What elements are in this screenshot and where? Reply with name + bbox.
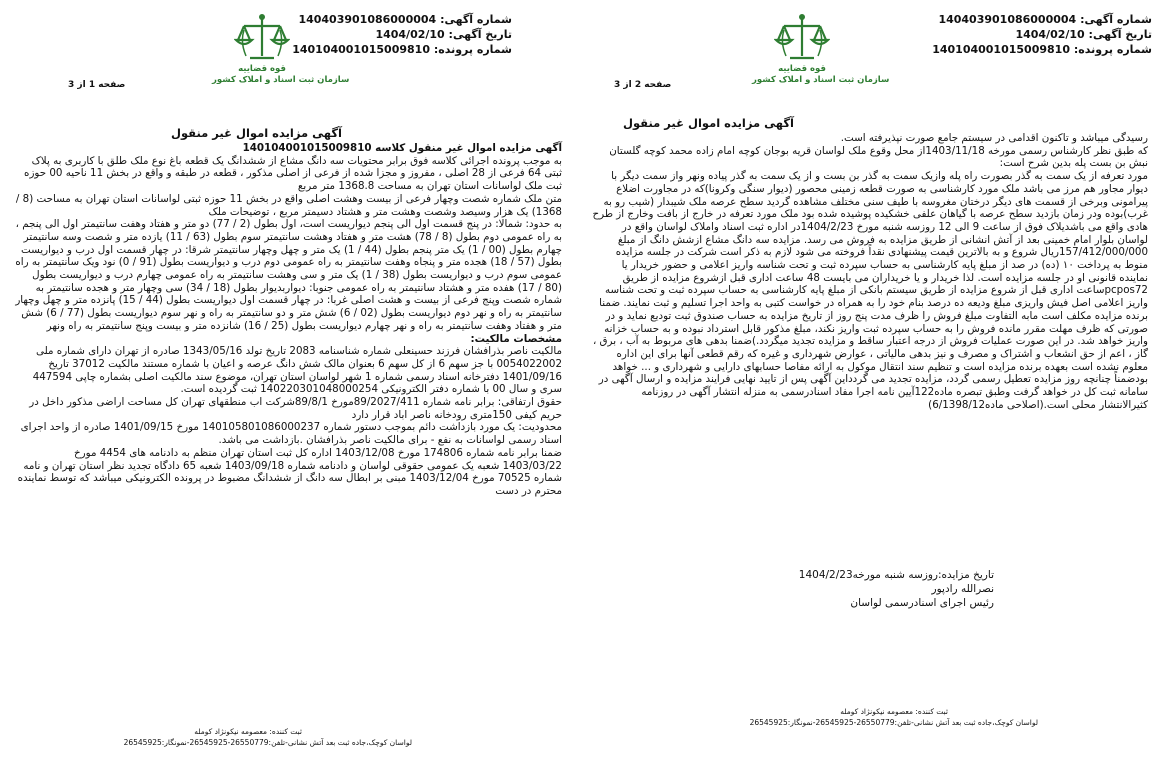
case-number: 140104001015009810 [292, 43, 430, 56]
body-paragraph: مالکیت ناصر بذرافشان فرزند حسینعلی شماره شناسنامه 2083 تاریخ تولد 1343/05/16 صادره از تهران دارای شماره ملی 0054022002 با جز سهم 6 از کل سهم 6 بعنوان مالک شش دانگ عرصه و اعیان با شماره مستند مالکیت 37012 تاریخ 1401/09/16 دفترخانه اسناد رسمی شماره 1 شهر لواسان استان تهران، موضوع سند مالکیت اصلی بشماره چاپی 447594 سری و سال 00 با شماره دفتر الکترونیکی 140220301048000254 ثبت گردیده است. [32, 345, 562, 396]
auction-date: تاریخ مزایده:روزسه شنبه مورخه1404/2/23 [798, 569, 994, 581]
body-paragraph: که طبق نظر کارشناس رسمی مورخه 1403/11/18از محل وقوع ملک لواسان قریه بوجان کوچه امام زاده محمد کوچه گلستان نبش بن بست پله بدین شرح است: [609, 144, 1148, 170]
page-footer [22, 726, 542, 748]
office-address: لواسان کوچک،جاده ثبت بعد آتش نشانی-تلفن:26550779-26545925-نمونگار:26545925 [123, 738, 412, 747]
page-footer [608, 706, 1148, 728]
registrar: ثبت کننده: معصومه نیکونژاد کومله [840, 707, 948, 716]
ad-date: 1404/02/10 [1015, 28, 1085, 41]
judiciary-emblem [212, 12, 350, 92]
body-paragraph: مورد تعرفه از یک سمت به گذر بصورت راه پله وازیک سمت به گذر بن بست و از یک سمت به گذر پیاده ونهر واز سمت دیگر با دیوار مجاور هم مرز می باشد ملک مورد کارشناسی به صورت قطعه زمینی محصور (دیوار سنگی وکرونا)که در مجاورت اضلاع پیرامونی وبرخی از قسمت های دیگر درختان مغروسه با طیف سنی مختلف مشاهده گردید سطح عرصه ملک شیبدار (شیب رو به غرب)بوده ودر زمان بازدید سطح عرصه با گیاهان علفی خشکیده پوشیده شده بود ملک مورد تعرفه در خارج از بافت وخارج از طرح هادی واقع می باشدیلاک فوق از ساعت 9 الی 12 روزسه شنبه مورخ 1404/2/23در اداره ثبت اسناد واملاک لواسان واقع در لواسان بلوار امام خمینی بعد از آتش انشانی از طریق مزایده به فروش می رسد. مزایده سه دانگ مشاع ازشش دانگ از مبلغ 157/412/000/000ریال شروع و به بالاترین قیمت پیشنهادی نقداً فروخته می شود لازم به ذکر است شرکت در جلسه مزایده منوط به پرداخت ۱۰ (ده) در صد از مبلغ پایه کارشناسی به حساب سپرده ثبت و تحت شناسه واریز اعلامی و حضور خریدار یا نماینده قانونی او در جلسه مزایده است. لذا خریدار و یا خریداران می بایست 48 ساعت اداری قبل ازشروع مزایده از طریق pcpos72ساعت اداری قبل از شروع مزایده از طریق سیستم بانکی از مبلغ پایه کارشناسی به حساب سپرده ثبت و تحت شناسه واریز اعلامی اصل فیش واریزی مبلغ ودیعه ده درصد بنام خود را به همراه در خواست کتبی به واحد اجرا تسلیم و ثبت نمایند. ضمنا برنده مزایده مکلف است مابه التفاوت مبلغ فروش را ظرف مدت پنج روز از تاریخ مزایده به حساب صندوق ثبت تودیع نماید و در صورتی که ظرف مهلت مقرر مانده فروش را به حساب سپرده ثبت واریز نکند، مبلغ مذکور قابل استرداد نبوده و به حساب خزانه واریز خواهد شد. در این صورت عملیات فروش از درجه اعتبار ساقط و مزایده تجدید میگردد.)ضمنا بدهی های مربوط به آب ، برق ، گاز ، اعم از حق انشعاب و اشتراک و مصرف و نیز بدهی مالیاتی ، عوارض شهرداری و غیره که رقم قطعی آنها برای این اداره معلوم نشده است بعهده برنده مزایده است و تنظیم سند انتقال موکول به ارائه مفاصا حسابهای دارایی و شهرداری و ... خواهد بودضمناً چنانچه روز مزایده تعطیل رسمی گردد، مزایده تجدید می گردداین آگهی پس از تایید نهایی فرایند مزایده و ارسال آگهی در سامانه ثبت کل در خواهد گرفت وطبق تبصره ماده122آیین نامه اجرا مفاد اسنادرسمی به منزله انتشار آگهی در روزنامه کثیرالانتشار محلی است.(اصلاحی ماده6/1398/12) [592, 170, 1148, 411]
notice-body [14, 142, 562, 498]
body-paragraph: متن ملک شماره شصت وچهار فرعی از بیست وهشت اصلی واقع در بخش 11 حوزه ثبتی لواسانات استان تهران به مساحت (8 / 1368) یک هزار وسیصد وشصت وهشت متر و هشتاد دسیمتر مربع ، توضیحات ملک [15, 192, 562, 218]
body-paragraph: رسیدگی میباشد و تاکنون اقدامی در سیستم جامع صورت نپذیرفته است. [840, 132, 1148, 144]
ad-number: 140403901086000004 [298, 13, 437, 26]
signer-name: نصرالله رادپور [931, 583, 994, 595]
case-number: 140104001015009810 [932, 43, 1070, 56]
body-paragraph: محدودیت: یک مورد بازداشت دائم بموجب دستور شماره 140105801086000237 مورخ 1401/09/15 صادره از واحد اجرای اسناد رسمی لواسانات به نفع - برای مالکیت ناصر بذرافشان .بازداشت می باشد. [20, 421, 562, 447]
scales-of-justice-icon [234, 12, 290, 64]
org-line-1: قوه قضاییه [778, 64, 826, 74]
case-number-label: شماره پرونده: [433, 43, 512, 56]
page-number: صفحه 2 از 3 [614, 80, 672, 90]
notice-title: آگهی مزایده اموال غیر منقول [170, 126, 342, 140]
scales-of-justice-icon [774, 12, 830, 64]
page-number: صفحه 1 از 3 [68, 80, 126, 90]
page-2 [582, 0, 1164, 766]
notice-body [590, 132, 1148, 411]
judiciary-emblem [752, 12, 890, 92]
signer-title: رئیس اجرای اسنادرسمی لواسان [850, 597, 994, 609]
ad-date-label: تاریخ آگهی: [1088, 28, 1152, 41]
body-paragraph: به حدود: شمالا: در پنج قسمت اول الی پنجم دیواریست است، اول بطول (2 / 77) دو متر و هفتاد وهفت سانتیمتر اول الی پنجم ، به راه عمومی دوم بطول (8 / 78) هشت متر و هفتاد وهشت سانتیمتر سوم بطول (63 / 11) یازده متر و شصت وسه سانتیمتر چهارم بطول (00 / 1) یک متر پنجم بطول (44 / 1) یک متر و چهل وچهار سانتیمتر شرقا: در چهار قسمت اول درب و دیواریست بطول (57 / 18) هجده متر و پنجاه وهفت سانتیمتر به راه عمومی دوم درب و دیواریست بطول (91 / 0) نود ویک سانتیمتر به راه عمومی سوم درب و دیواریست بطول (38 / 1) یک متر و سی وهشت سانتیمتر به راه عمومی چهارم درب و دیواریست بطول (80 / 17) هفده متر و هشتاد سانتیمتر به راه عمومی جنوبا: دیواربدیوار بطول (18 / 34) سی وچهار متر و هجده سانتیمتر به شماره شصت وپنج فرعی از بیست و هشت اصلی غربا: در چهار قسمت اول دیواریست بطول (44 / 15) پانزده متر و چهل وچهار سانتیمتر به راه و نهر دوم دیواریست بطول (02 / 6) شش متر و دو سانتیمتر به راه و نهر سوم دیواریست بطول (77 / 6) شش متر و هفتاد وهفت سانتیمتر به راه و نهر چهارم دیواریست بطول (25 / 16) شانزده متر و بیست وپنج سانتیمتر به راه ونهر [15, 218, 562, 332]
ad-number-label: شماره آگهی: [1080, 13, 1152, 26]
ad-number: 140403901086000004 [938, 13, 1077, 26]
org-line-2: سازمان ثبت اسناد و املاک کشور [752, 75, 890, 85]
registrar: ثبت کننده: معصومه نیکونژاد کومله [194, 727, 302, 736]
case-number-label: شماره پرونده: [1073, 43, 1152, 56]
ad-meta [932, 12, 1152, 57]
body-paragraph: حقوق ارتفاقی: برابر نامه شماره 89/2027/411مورخ 89/8/1شرکت اب منطقهای تهران کل مساحت اراضی مذکور داخل در حریم کیفی 150متری رودخانه ناصر اباد قرار دارد [29, 396, 562, 421]
signoff [799, 568, 994, 610]
body-paragraph: مشخصات مالکیت: [470, 332, 562, 345]
org-line-1: قوه قضاییه [238, 64, 286, 74]
body-paragraph: آگهی مزایده اموال غیر منقول کلاسه 140104001015009810 [242, 142, 562, 154]
office-address: لواسان کوچک،جاده ثبت بعد آتش نشانی-تلفن:26550779-26545925-نمونگار:26545925 [749, 718, 1038, 727]
body-paragraph: ضمنا برابر نامه شماره 174806 مورخ 1403/12/08 اداره کل ثبت استان تهران منظم به دادنامه های 4454 مورخ 1403/03/22 شعبه یک عمومی حقوقی لواسان و دادنامه شماره 1403/09/18 شعبه 65 دادگاه تجدید نظر استان تهران و نامه شماره 70525 مورخ 1403/12/04 مبنی بر ابطال سه دانگ از ششدانگ مضبوط در پرونده الکترونیکی میباشد که توسط نماینده محترم در دست [17, 446, 562, 497]
ad-number-label: شماره آگهی: [440, 13, 512, 26]
body-paragraph: به موجب پرونده اجرائی کلاسه فوق برابر محتویات سه دانگ مشاع از ششدانگ یک قطعه باغ نوع ملک طلق با کاربری به پلاک ثبتی 64 فرعی از 28 اصلی ، مفروز و مجزا شده از فرعی از اصلی مذکور ، قطعه در طبقه و واقع در بخش 11 ناحیه 00 حوزه ثبت ملک لواسانات استان تهران به مساحت 1368.8 متر مربع [24, 154, 562, 193]
ad-date: 1404/02/10 [375, 28, 445, 41]
notice-title: آگهی مزایده اموال غیر منقول [622, 116, 794, 130]
org-line-2: سازمان ثبت اسناد و املاک کشور [212, 75, 350, 85]
ad-date-label: تاریخ آگهی: [448, 28, 512, 41]
ad-meta [292, 12, 512, 57]
